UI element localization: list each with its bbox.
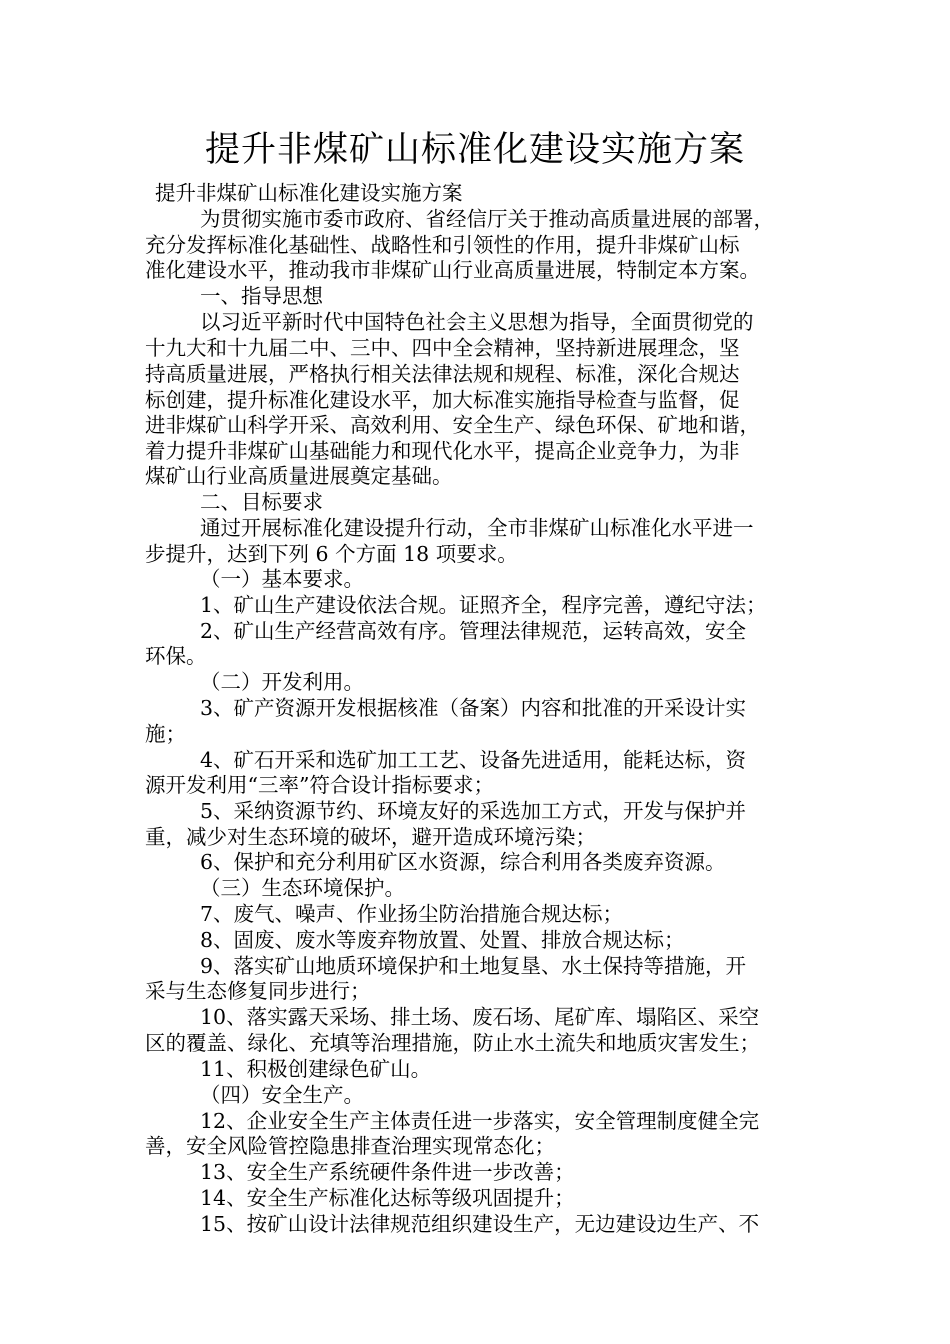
paragraph-line: 6、保护和充分利用矿区水资源，综合利用各类废弃资源。 <box>200 850 726 874</box>
paragraph-line: 15、按矿山设计法律规范组织建设生产，无边建设边生产、不 <box>200 1212 760 1236</box>
paragraph-line: 8、固废、废水等废弃物放置、处置、排放合规达标； <box>200 928 685 952</box>
paragraph-line: （一）基本要求。 <box>200 567 364 591</box>
paragraph-line: 区的覆盖、绿化、充填等治理措施，防止水土流失和地质灾害发生； <box>145 1031 760 1055</box>
paragraph-line: 12、企业安全生产主体责任进一步落实，安全管理制度健全完 <box>200 1109 760 1133</box>
paragraph-line: 13、安全生产系统硬件条件进一步改善； <box>200 1160 575 1184</box>
paragraph-line: 二、目标要求 <box>200 490 323 514</box>
paragraph-line: 煤矿山行业高质量进展奠定基础。 <box>145 464 453 488</box>
paragraph-line: 3、矿产资源开发根据核准（备案）内容和批准的开采设计实 <box>200 696 747 720</box>
paragraph-line: 着力提升非煤矿山基础能力和现代化水平，提高企业竞争力，为非 <box>145 439 740 463</box>
paragraph-line: 11、积极创建绿色矿山。 <box>200 1057 432 1081</box>
paragraph-line: 源开发利用“三率”符合设计指标要求； <box>145 773 494 797</box>
paragraph-line: 提升非煤矿山标准化建设实施方案 <box>155 181 463 205</box>
paragraph-line: 9、落实矿山地质环境保护和土地复垦、水土保持等措施，开 <box>200 954 747 978</box>
paragraph-line: 善，安全风险管控隐患排查治理实现常态化； <box>145 1134 555 1158</box>
paragraph-line: 十九大和十九届二中、三中、四中全会精神，坚持新进展理念，坚 <box>145 336 740 360</box>
paragraph-line: 充分发挥标准化基础性、战略性和引领性的作用，提升非煤矿山标 <box>145 233 740 257</box>
paragraph-line: （三）生态环境保护。 <box>200 876 405 900</box>
paragraph-line: 7、废气、噪声、作业扬尘防治措施合规达标； <box>200 902 624 926</box>
paragraph-line: 环保。 <box>145 644 207 668</box>
paragraph-line: 5、采纳资源节约、环境友好的采选加工方式，开发与保护并 <box>200 799 747 823</box>
paragraph-line: 1、矿山生产建设依法合规。证照齐全，程序完善，遵纪守法； <box>200 593 767 617</box>
paragraph-line: 采与生态修复同步进行； <box>145 979 371 1003</box>
paragraph-line: 准化建设水平，推动我市非煤矿山行业高质量进展，特制定本方案。 <box>145 258 760 282</box>
paragraph-line: 通过开展标准化建设提升行动，全市非煤矿山标准化水平进一 <box>200 516 754 540</box>
paragraph-line: 以习近平新时代中国特色社会主义思想为指导，全面贯彻党的 <box>200 310 754 334</box>
paragraph-line: 14、安全生产标准化达标等级巩固提升； <box>200 1186 575 1210</box>
paragraph-line: 持高质量进展，严格执行相关法律法规和规程、标准，深化合规达 <box>145 362 740 386</box>
paragraph-line: 4、矿石开采和选矿加工工艺、设备先进适用，能耗达标，资 <box>200 748 747 772</box>
paragraph-line: （二）开发利用。 <box>200 670 364 694</box>
paragraph-line: 施； <box>145 722 186 746</box>
paragraph-line: （四）安全生产。 <box>200 1083 364 1107</box>
paragraph-line: 步提升，达到下列 6 个方面 18 项要求。 <box>145 542 518 566</box>
paragraph-line: 重，减少对生态环境的破坏，避开造成环境污染； <box>145 825 596 849</box>
paragraph-line: 为贯彻实施市委市政府、省经信厅关于推动高质量进展的部署， <box>200 207 774 231</box>
document-title: 提升非煤矿山标准化建设实施方案 <box>204 130 745 170</box>
paragraph-line: 标创建，提升标准化建设水平，加大标准实施指导检查与监督，促 <box>145 388 740 412</box>
paragraph-line: 2、矿山生产经营高效有序。管理法律规范，运转高效，安全 <box>200 619 747 643</box>
paragraph-line: 10、落实露天采场、排土场、废石场、尾矿库、塌陷区、采空 <box>200 1005 760 1029</box>
paragraph-line: 一、指导思想 <box>200 284 323 308</box>
paragraph-line: 进非煤矿山科学开采、高效利用、安全生产、绿色环保、矿地和谐， <box>145 413 760 437</box>
